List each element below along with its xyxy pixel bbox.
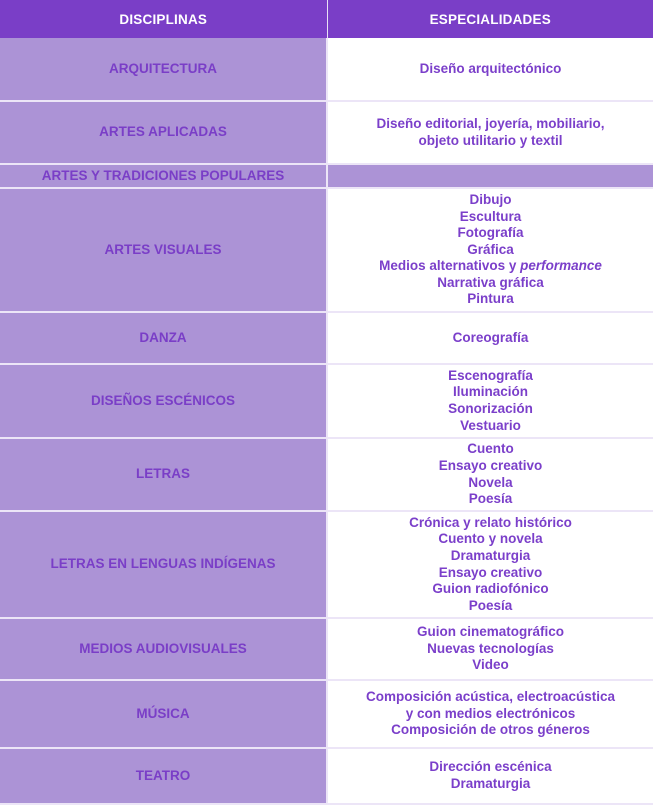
specialty-item: Video <box>472 657 509 673</box>
specialty-cell <box>327 101 653 164</box>
specialty-item: Diseño arquitectónico <box>419 60 562 76</box>
specialty-item-italic: performance <box>520 258 602 274</box>
specialty-item: Cuento <box>467 441 514 457</box>
discipline-cell: TEATRO <box>0 748 327 804</box>
specialty-item: Coreografía <box>452 329 529 345</box>
discipline-cell: DANZA <box>0 312 327 364</box>
header-especialidades: ESPECIALIDADES <box>327 0 653 38</box>
specialty-item: Diseño editorial, joyería, mobiliario, <box>376 115 605 131</box>
specialty-item: objeto utilitario y textil <box>418 132 563 148</box>
specialty-item: Novela <box>468 474 513 490</box>
specialty-item: Pintura <box>467 291 514 307</box>
table-row <box>0 680 653 748</box>
specialty-item: Gráfica <box>467 241 514 257</box>
specialty-item: Nuevas tecnologías <box>427 640 554 656</box>
specialty-item: Cuento y novela <box>438 531 543 547</box>
specialty-cell <box>327 38 653 101</box>
specialty-item: Escultura <box>459 208 522 224</box>
specialty-cell-empty <box>327 164 653 188</box>
discipline-cell: LETRAS EN LENGUAS INDÍGENAS <box>0 511 327 618</box>
header-row <box>0 0 653 38</box>
specialty-item: Dramaturgia <box>450 547 531 563</box>
discipline-cell: ARTES APLICADAS <box>0 101 327 164</box>
specialty-item: Iluminación <box>452 384 528 400</box>
specialty-item: y con medios electrónicos <box>405 705 576 721</box>
table-row <box>0 38 653 101</box>
specialty-item: Guion radiofónico <box>432 581 549 597</box>
specialty-item: Ensayo creativo <box>438 564 543 580</box>
discipline-cell: MEDIOS AUDIOVISUALES <box>0 618 327 680</box>
specialty-cell <box>327 748 653 804</box>
header-disciplinas: DISCIPLINAS <box>0 0 327 38</box>
discipline-cell: LETRAS <box>0 438 327 511</box>
table-row <box>0 101 653 164</box>
table-row <box>0 164 653 188</box>
specialty-item: Poesía <box>468 597 513 613</box>
discipline-cell: ARQUITECTURA <box>0 38 327 101</box>
specialty-item: Composición acústica, electroacústica <box>365 689 616 705</box>
table-row <box>0 364 653 438</box>
table-row <box>0 618 653 680</box>
discipline-cell: MÚSICA <box>0 680 327 748</box>
specialty-item: Crónica y relato histórico <box>409 514 572 530</box>
specialty-item: Dibujo <box>469 191 512 207</box>
specialty-item: Narrativa gráfica <box>437 274 544 290</box>
specialty-cell <box>327 438 653 511</box>
table-row <box>0 188 653 312</box>
specialty-item: Sonorización <box>448 401 533 416</box>
specialty-item: Vestuario <box>460 417 521 433</box>
specialty-item-mixed <box>334 258 647 275</box>
specialty-cell <box>327 618 653 680</box>
specialty-cell <box>327 680 653 748</box>
specialty-cell <box>327 511 653 618</box>
specialty-item-text: Medios alternativos y <box>379 258 521 274</box>
discipline-cell: DISEÑOS ESCÉNICOS <box>0 364 327 438</box>
specialty-item: Dirección escénica <box>429 759 552 775</box>
table-row <box>0 438 653 511</box>
table-row <box>0 511 653 618</box>
table-row <box>0 312 653 364</box>
discipline-cell: ARTES VISUALES <box>0 188 327 312</box>
specialty-item: Ensayo creativo <box>438 457 543 473</box>
discipline-cell: ARTES Y TRADICIONES POPULARES <box>0 164 327 188</box>
specialty-item: Fotografía <box>457 225 524 241</box>
specialty-cell <box>327 364 653 438</box>
specialty-cell <box>327 312 653 364</box>
specialty-item: Composición de otros géneros <box>391 722 590 738</box>
specialty-cell <box>327 188 653 312</box>
specialty-item: Poesía <box>468 491 513 507</box>
specialty-item: Guion cinematográfico <box>416 624 565 640</box>
specialty-item: Escenografía <box>448 367 533 383</box>
table-row <box>0 748 653 804</box>
specialty-item: Dramaturgia <box>450 776 531 791</box>
